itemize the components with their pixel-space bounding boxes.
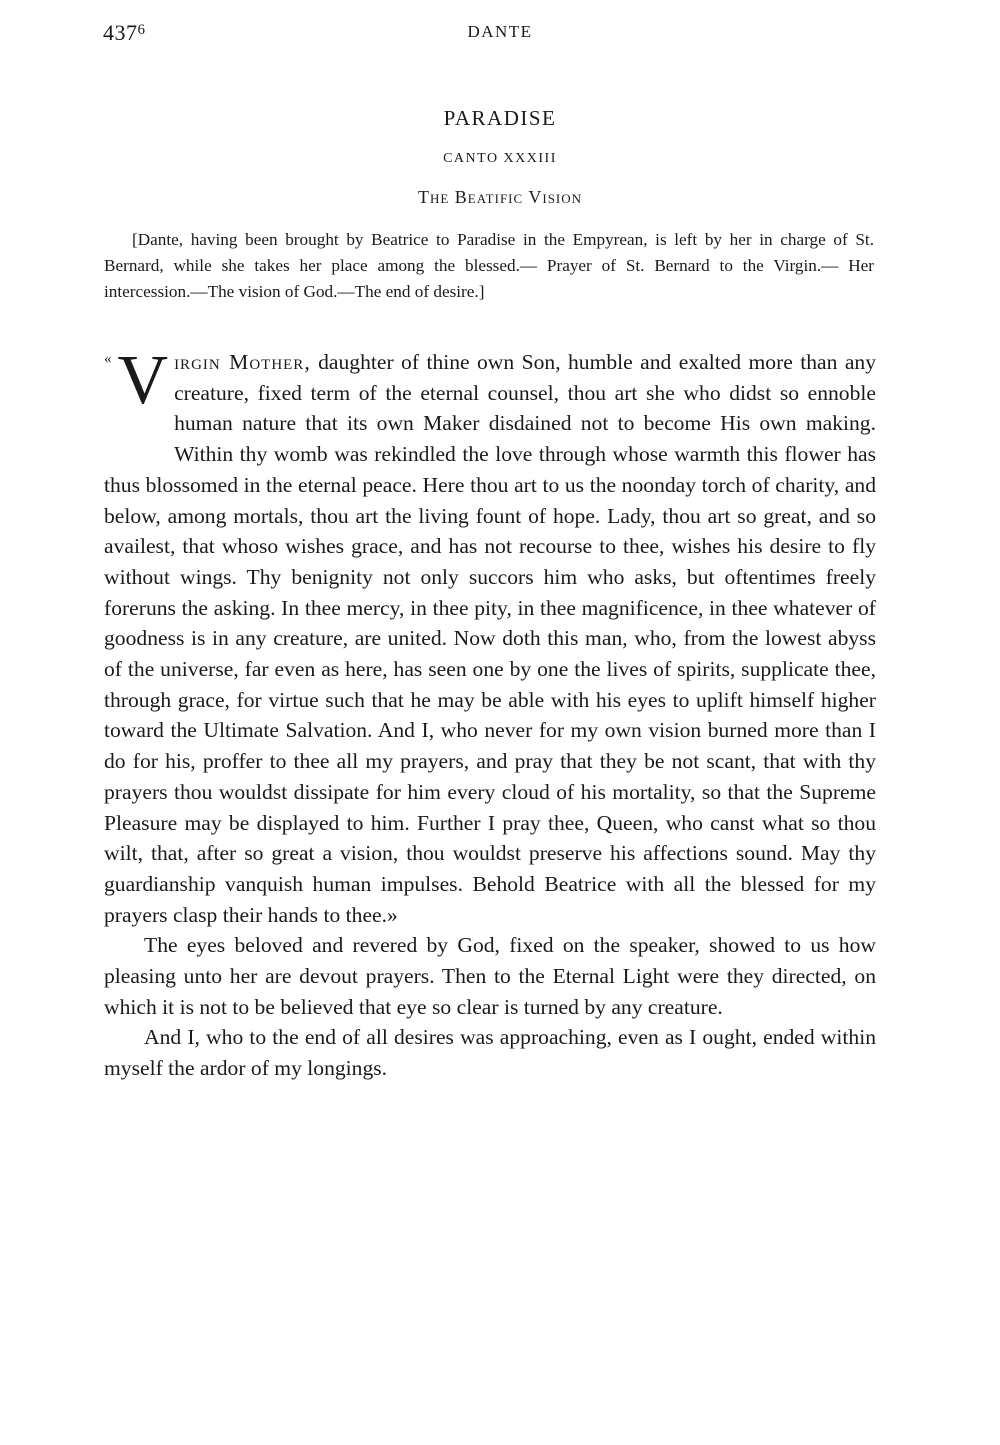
open-quote-mark: « <box>104 351 112 367</box>
paragraph: And I, who to the end of all desires was approaching, even as I ought, ended within myself the ardor of my longings. <box>104 1025 876 1081</box>
body-text <box>104 342 876 1084</box>
paragraph-prayer <box>104 342 876 930</box>
page-number-main: 437 <box>103 20 138 45</box>
running-head: DANTE <box>467 22 533 41</box>
page-number-superscript: 6 <box>137 22 146 38</box>
canto-argument: [Dante, having been brought by Beatrice to Paradise in the Empyrean, is left by her in charge of St. Bernard, while she takes her place among the blessed.— Prayer of St. Bernard to the Virgin.— Her intercession.—The vision of God.—The end of desire.] <box>104 230 874 301</box>
section-title: The Beatific Vision <box>417 187 583 207</box>
lead-smallcaps: irgin Mother, <box>174 350 311 374</box>
part-title: PARADISE <box>443 106 557 130</box>
paragraph: The eyes beloved and revered by God, fixed on the speaker, showed to us how pleasing unto her are devout prayers. Then to the Eternal Light were they directed, on which it is not to be believed that eye so clear is turned by any creature. <box>104 933 876 1019</box>
canto-title: CANTO XXXIII <box>443 151 557 166</box>
paragraph-prayer-text: daughter of thine own Son, humble and exalted more than any creature, fixed term of the eternal counsel, thou art she who didst so ennoble human nature that its own Maker disdained not to become His own making. Within thy womb was rekindled the love through whose warmth this flower has thus blossomed in the eternal peace. Here thou art to us the noonday torch of charity, and below, among mortals, thou art the living fount of hope. Lady, thou art so great, and so availest, that whoso wishes grace, and has not recourse to thee, wishes his desire to fly without wings. Thy benignity not only succors him who asks, but oftentimes freely foreruns the asking. In thee mercy, in thee pity, in thee magnificence, in thee whatever of goodness is in any creature, are united. Now doth this man, who, from the lowest abyss of the universe, far even as here, has seen one by one the lives of spirits, supplicate thee, through grace, for virtue such that he may be able with his eyes to uplift himself higher toward the Ultimate Salvation. And I, who never for my own vision burned more than I do for his, proffer to thee all my prayers, and pray that they be not scant, that with thy prayers thou wouldst dissipate for him every cloud of his mortality, so that the Supreme Pleasure may be displayed to him. Further I pray thee, Queen, who canst what so thou wilt, that, after so great a vision, thou wouldst preserve his affections sound. May thy guardianship vanquish human impulses. Behold Beatrice with all the blessed for my prayers clasp their hands to thee.» <box>104 350 876 927</box>
drop-cap: V <box>117 342 169 419</box>
